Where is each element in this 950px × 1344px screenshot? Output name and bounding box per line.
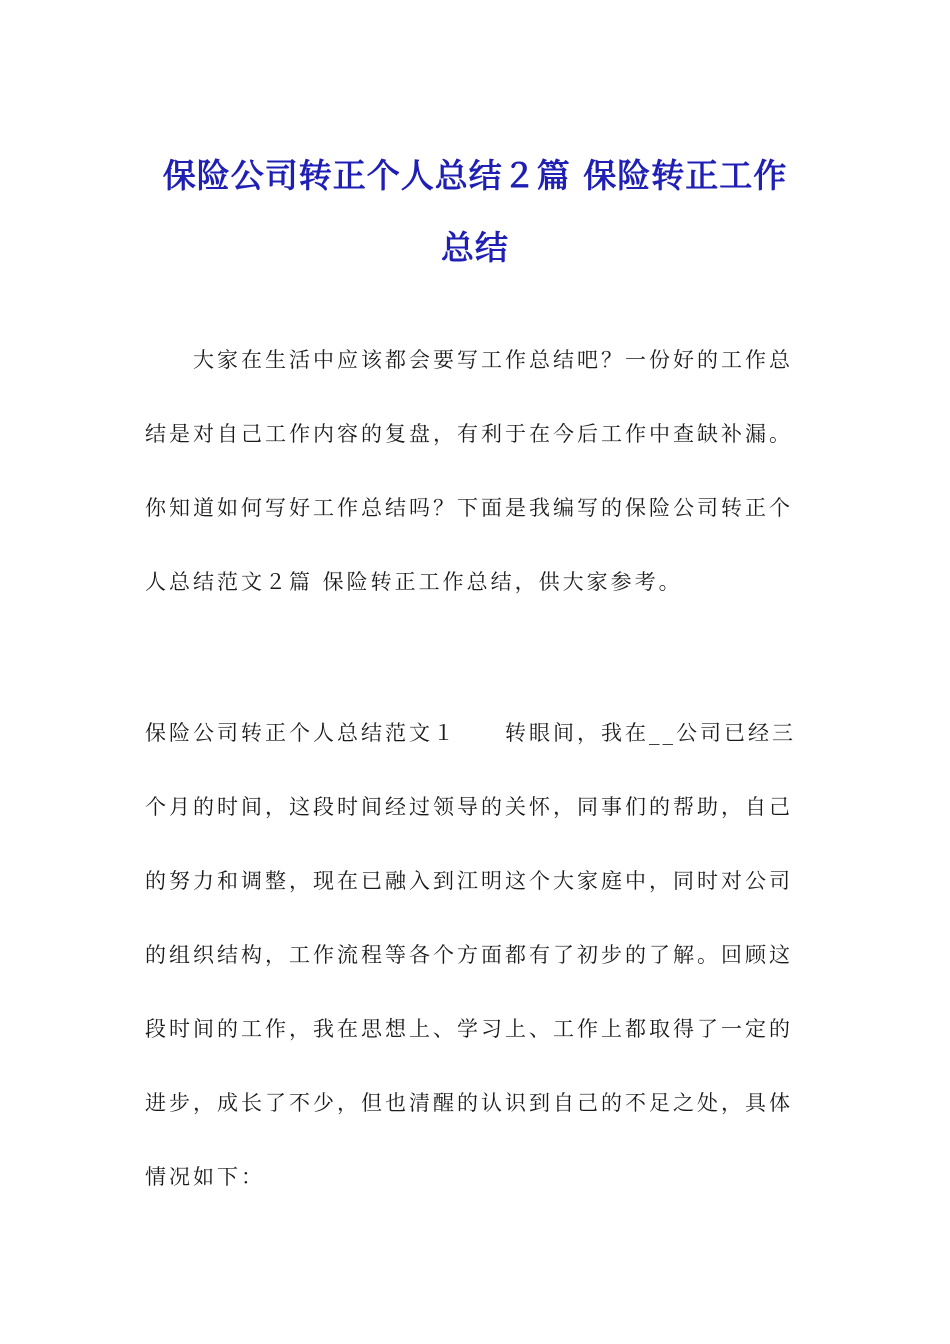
section1-line-4: 的组织结构，工作流程等各个方面都有了初步的了解。回顾这	[145, 943, 793, 967]
title-line-1: 保险公司转正个人总结２篇 保险转正工作	[162, 156, 788, 196]
section1-line-6: 进步，成长了不少，但也清醒的认识到自己的不足之处，具体	[145, 1091, 793, 1115]
section1-line-7: 情况如下：	[145, 1165, 265, 1189]
intro-line-2: 结是对自己工作内容的复盘，有利于在今后工作中查缺补漏。	[145, 422, 793, 446]
title-line-2: 总结	[441, 228, 509, 268]
intro-line-1: 大家在生活中应该都会要写工作总结吧？一份好的工作总	[145, 348, 793, 372]
section1-line-3: 的努力和调整，现在已融入到江明这个大家庭中，同时对公司	[145, 869, 793, 893]
intro-line-3: 你知道如何写好工作总结吗？下面是我编写的保险公司转正个	[145, 496, 793, 520]
document-title	[110, 140, 840, 284]
section1-line-2: 个月的时间，这段时间经过领导的关怀，同事们的帮助，自己	[145, 795, 793, 819]
section1-paragraph	[145, 696, 805, 1214]
section1-line-1: 保险公司转正个人总结范文１ 转眼间，我在__公司已经三	[145, 721, 796, 745]
section1-line-5: 段时间的工作，我在思想上、学习上、工作上都取得了一定的	[145, 1017, 793, 1041]
intro-line-4: 人总结范文２篇 保险转正工作总结，供大家参考。	[145, 570, 683, 594]
intro-paragraph	[145, 323, 805, 619]
